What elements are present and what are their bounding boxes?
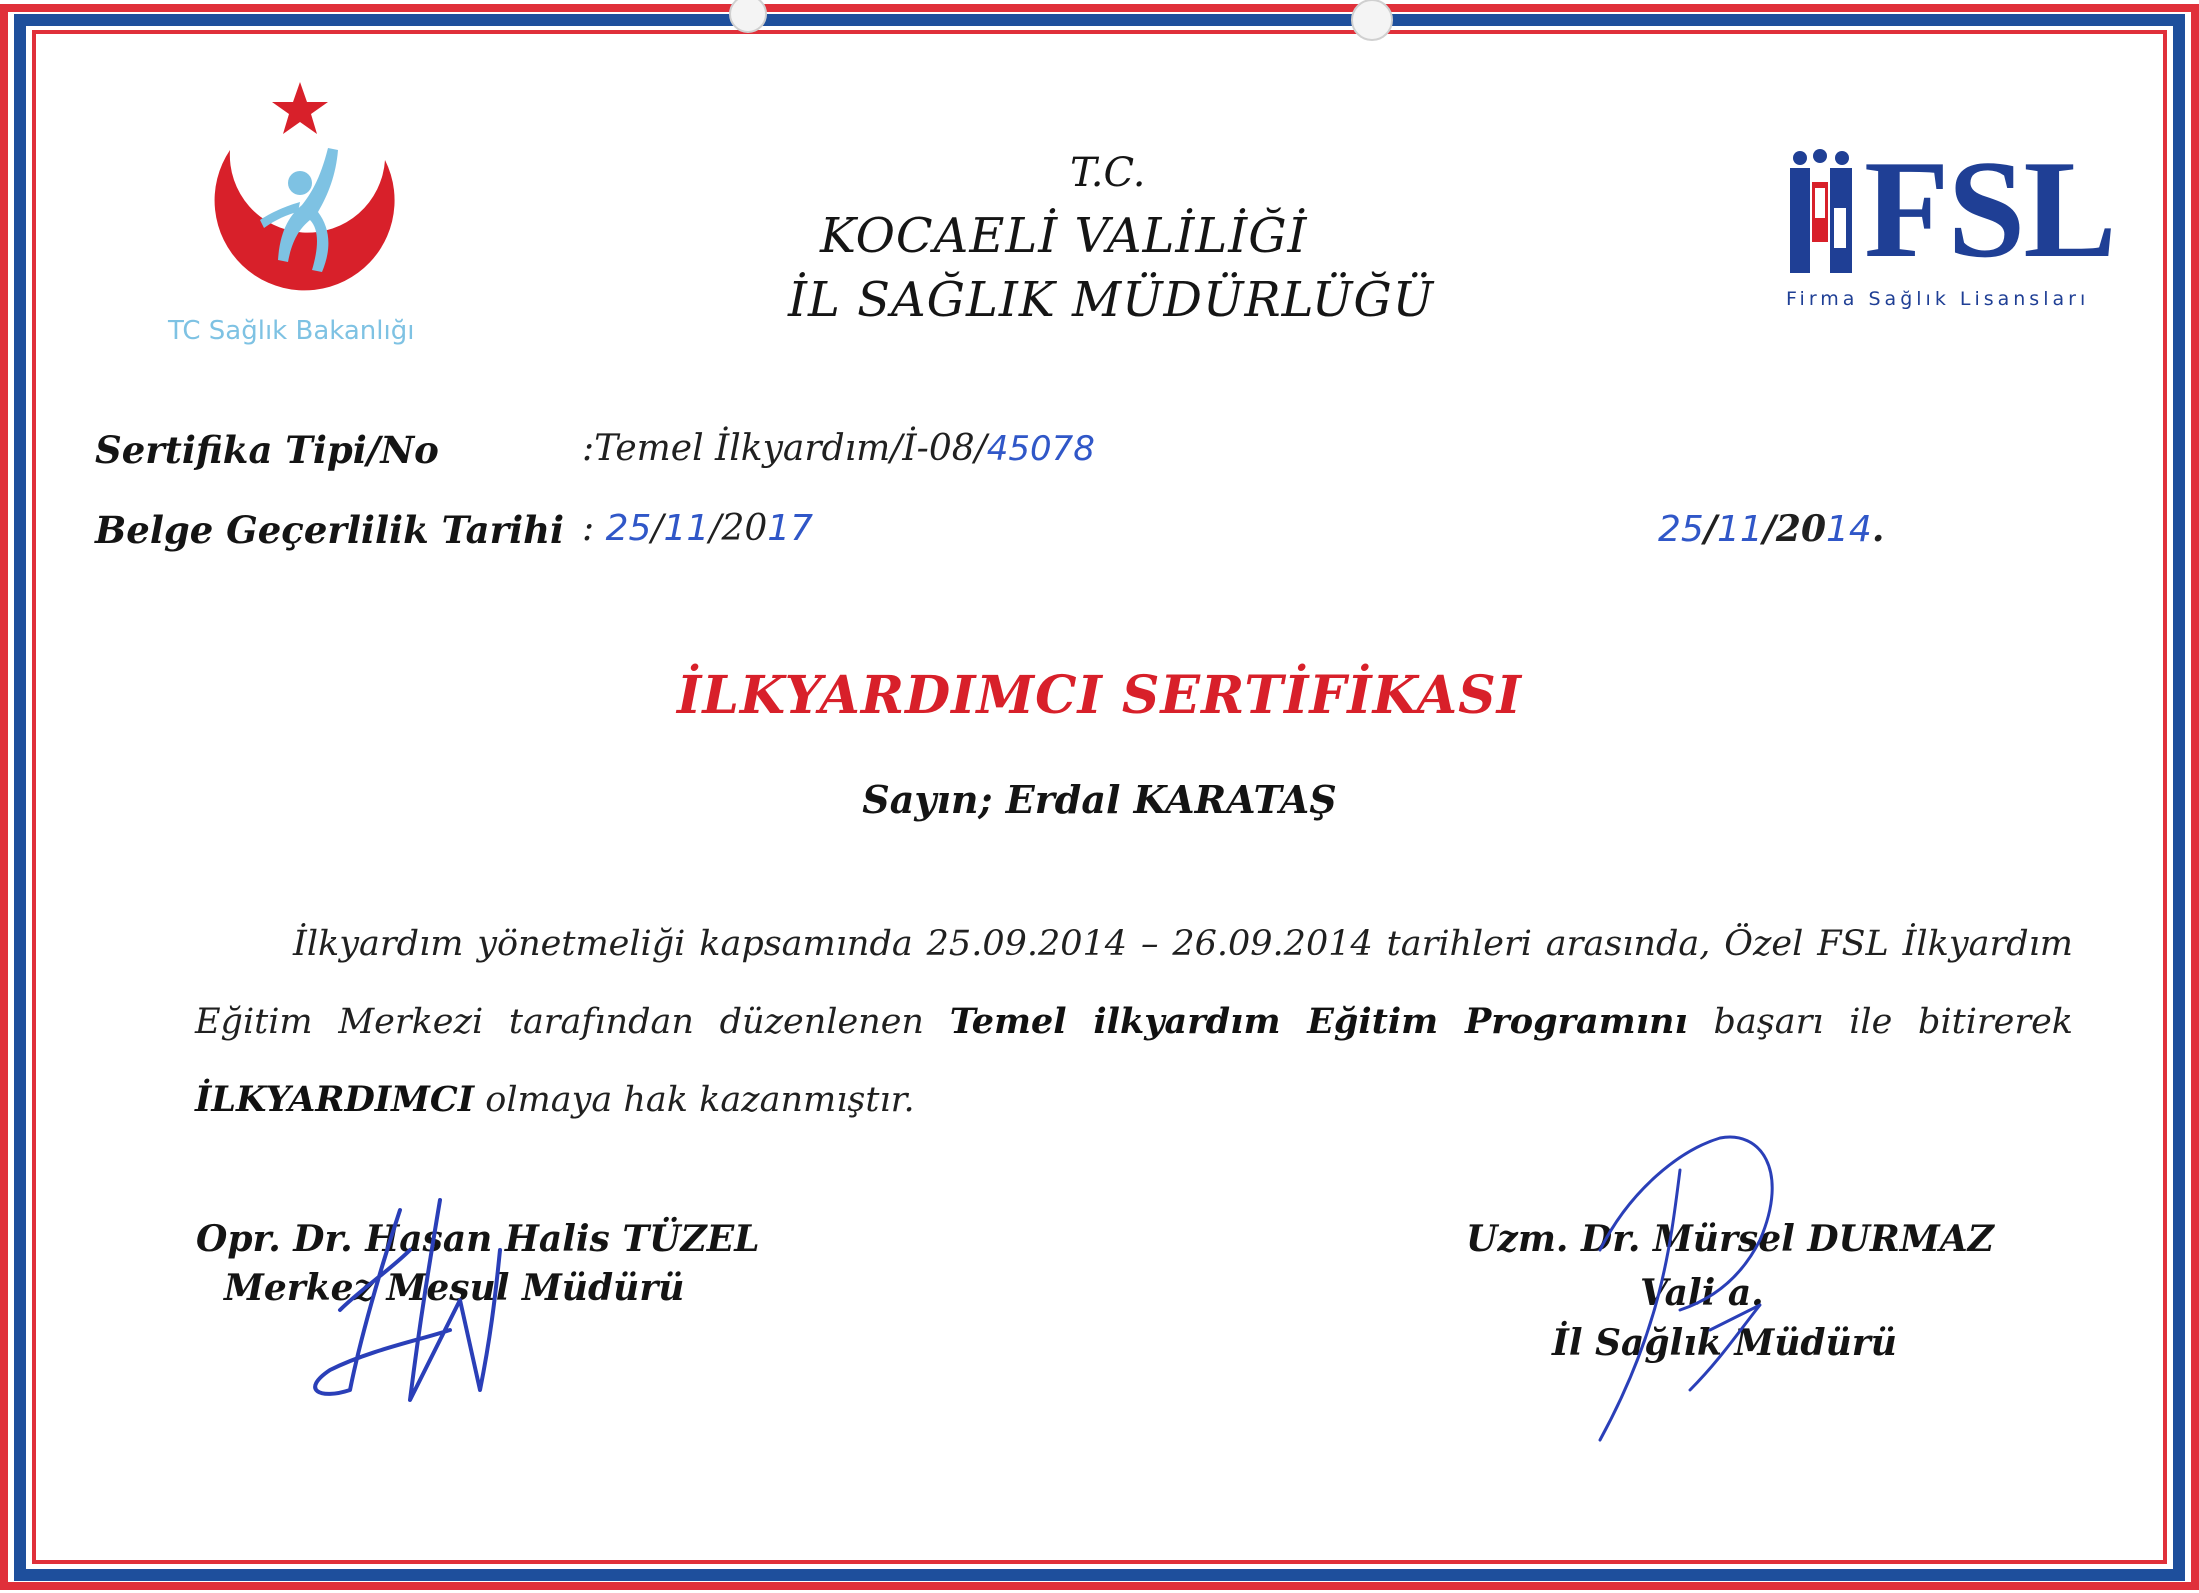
validity-label: Belge Geçerlilik Tarihi	[95, 508, 565, 552]
body-text-3: olmaya hak kazanmıştır.	[474, 1080, 915, 1120]
certificate-title: İLKYARDIMCI SERTİFİKASI	[677, 665, 1522, 726]
cert-type-text: :Temel İlkyardım/İ-08/	[582, 428, 987, 469]
validity-prefix: :	[582, 508, 606, 549]
ministry-logo	[150, 80, 450, 360]
validity-month: 11	[663, 508, 710, 549]
validity-date: : 25/11/2017	[582, 508, 814, 549]
recipient-name: Sayın; Erdal KARATAŞ	[862, 777, 1337, 822]
body-text-1: İlkyardım yönetmeliği kapsamında 25.09.2014 – 26.09.2014 tarihleri arasında, Özel FSL İlkyardım Eğitim Merkezi tarafından düzenlenen	[195, 924, 2073, 1042]
validity-year-prefix: /20	[709, 508, 768, 549]
right-signatory-title: İl Sağlık Müdürü	[1552, 1322, 1897, 1364]
family-figures-icon	[1782, 148, 1867, 278]
left-signatory-title: Merkez Mesul Müdürü	[224, 1267, 685, 1309]
certificate-body	[195, 905, 2073, 1139]
cert-type-label: Sertifika Tipi/No	[95, 428, 439, 472]
fsl-logo-caption: Firma Sağlık Lisansları	[1786, 288, 2090, 310]
fsl-logo-text: FSL	[1864, 132, 2115, 287]
punch-hole	[730, 0, 766, 32]
right-signatory-deputy: Vali a.	[1640, 1272, 1764, 1314]
header-line-governorship: KOCAELİ VALİLİĞİ	[820, 208, 1308, 264]
header-line-directorate: İL SAĞLIK MÜDÜRLÜĞÜ	[788, 272, 1435, 328]
left-signatory-name: Opr. Dr. Hasan Halis TÜZEL	[196, 1218, 760, 1260]
body-paragraph	[195, 905, 2073, 1139]
crescent-star-person-icon	[150, 80, 450, 310]
program-name: Temel ilkyardım Eğitim Programını	[949, 1001, 1688, 1042]
header-line-tc: T.C.	[1070, 150, 1146, 196]
fsl-logo	[1782, 132, 2115, 318]
cert-type-value	[582, 428, 1095, 469]
cert-number-handwritten: 45078	[986, 429, 1095, 469]
body-text-2: başarı ile bitirerek	[1687, 1002, 2073, 1042]
issue-day: 25	[1658, 509, 1704, 550]
validity-year-suffix: 17	[767, 508, 814, 549]
issue-month: 11	[1716, 509, 1763, 550]
left-signature	[280, 1190, 540, 1410]
issue-year-prefix: /20	[1762, 508, 1827, 550]
right-signature	[1560, 1130, 1820, 1450]
issue-year-suffix: 14	[1826, 509, 1872, 550]
right-signatory-name: Uzm. Dr. Mürsel DURMAZ	[1466, 1218, 1994, 1260]
validity-day: 25	[605, 508, 652, 549]
issue-date: 25/11/2014.	[1658, 508, 1885, 550]
qualification-title: İLKYARDIMCI	[195, 1079, 475, 1120]
ministry-logo-caption: TC Sağlık Bakanlığı	[168, 316, 415, 346]
punch-hole	[1352, 0, 1392, 40]
